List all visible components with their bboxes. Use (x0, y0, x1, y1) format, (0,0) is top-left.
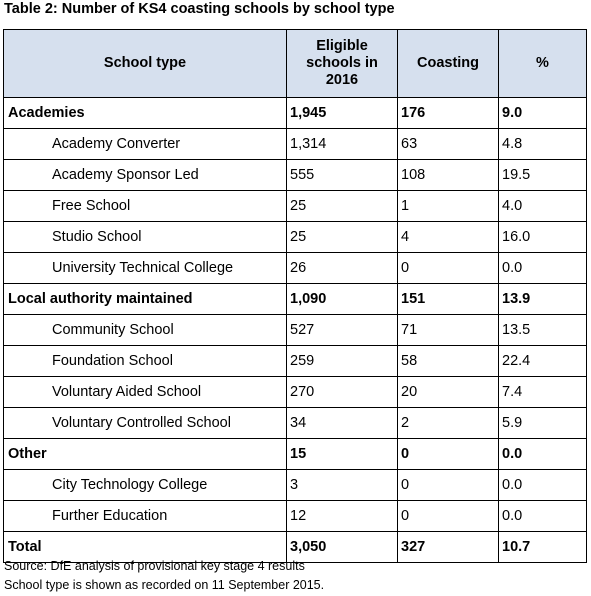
eligible-schools-cell: 259 (287, 346, 398, 377)
coasting-cell: 71 (398, 315, 499, 346)
percent-cell: 13.9 (499, 284, 587, 315)
table-row (4, 315, 587, 346)
table-row (4, 129, 587, 160)
school-type-cell: Further Education (4, 501, 287, 532)
group-row (4, 439, 587, 470)
percent-cell: 4.8 (499, 129, 587, 160)
school-type-footnote: School type is shown as recorded on 11 September 2015. (4, 578, 325, 592)
header-eligible-line-1: Eligible (316, 38, 368, 54)
header-coasting: Coasting (398, 30, 499, 98)
eligible-schools-cell: 3,050 (287, 532, 398, 563)
table-row (4, 191, 587, 222)
coasting-cell: 176 (398, 98, 499, 129)
eligible-schools-cell: 1,945 (287, 98, 398, 129)
eligible-schools-cell: 1,314 (287, 129, 398, 160)
school-type-cell: Voluntary Controlled School (4, 408, 287, 439)
coasting-cell: 108 (398, 160, 499, 191)
school-type-cell: Voluntary Aided School (4, 377, 287, 408)
coasting-cell: 1 (398, 191, 499, 222)
eligible-schools-cell: 25 (287, 222, 398, 253)
table-row (4, 501, 587, 532)
percent-cell: 22.4 (499, 346, 587, 377)
eligible-schools-cell: 3 (287, 470, 398, 501)
percent-cell: 4.0 (499, 191, 587, 222)
table-body (4, 98, 587, 563)
percent-cell: 13.5 (499, 315, 587, 346)
school-type-cell: Community School (4, 315, 287, 346)
table-title: Table 2: Number of KS4 coasting schools by school type (4, 1, 395, 17)
header-eligible-line-3: 2016 (325, 72, 359, 88)
table-row (4, 346, 587, 377)
school-type-cell: Other (4, 439, 287, 470)
percent-cell: 0.0 (499, 470, 587, 501)
coasting-schools-table (3, 29, 587, 563)
header-school-type: School type (4, 30, 287, 98)
eligible-schools-cell: 34 (287, 408, 398, 439)
school-type-cell: Academy Sponsor Led (4, 160, 287, 191)
percent-cell: 9.0 (499, 98, 587, 129)
school-type-cell: Free School (4, 191, 287, 222)
school-type-cell: Foundation School (4, 346, 287, 377)
percent-cell: 0.0 (499, 439, 587, 470)
eligible-schools-cell: 270 (287, 377, 398, 408)
eligible-schools-cell: 527 (287, 315, 398, 346)
school-type-cell: Academy Converter (4, 129, 287, 160)
header-eligible-line-2: schools in (306, 55, 378, 71)
coasting-cell: 0 (398, 253, 499, 284)
eligible-schools-cell: 12 (287, 501, 398, 532)
table-row (4, 253, 587, 284)
header-eligible-schools (287, 30, 398, 98)
percent-cell: 7.4 (499, 377, 587, 408)
table-header (4, 30, 587, 98)
coasting-cell: 0 (398, 470, 499, 501)
school-type-cell: Academies (4, 98, 287, 129)
table-row (4, 470, 587, 501)
coasting-cell: 151 (398, 284, 499, 315)
eligible-schools-cell: 25 (287, 191, 398, 222)
coasting-cell: 2 (398, 408, 499, 439)
eligible-schools-cell: 15 (287, 439, 398, 470)
coasting-cell: 58 (398, 346, 499, 377)
eligible-schools-cell: 555 (287, 160, 398, 191)
table-row (4, 377, 587, 408)
coasting-cell: 0 (398, 439, 499, 470)
coasting-cell: 4 (398, 222, 499, 253)
total-row (4, 532, 587, 563)
group-row (4, 284, 587, 315)
table-row (4, 222, 587, 253)
table-row (4, 408, 587, 439)
coasting-cell: 327 (398, 532, 499, 563)
percent-cell: 19.5 (499, 160, 587, 191)
school-type-cell: Studio School (4, 222, 287, 253)
percent-cell: 10.7 (499, 532, 587, 563)
coasting-cell: 20 (398, 377, 499, 408)
percent-cell: 0.0 (499, 253, 587, 284)
school-type-cell: Local authority maintained (4, 284, 287, 315)
percent-cell: 0.0 (499, 501, 587, 532)
source-footnote: Source: DfE analysis of provisional key stage 4 results (4, 559, 305, 573)
table-row (4, 160, 587, 191)
school-type-cell: Total (4, 532, 287, 563)
school-type-cell: University Technical College (4, 253, 287, 284)
coasting-cell: 63 (398, 129, 499, 160)
group-row (4, 98, 587, 129)
school-type-cell: City Technology College (4, 470, 287, 501)
percent-cell: 5.9 (499, 408, 587, 439)
eligible-schools-cell: 26 (287, 253, 398, 284)
header-row (4, 30, 587, 98)
eligible-schools-cell: 1,090 (287, 284, 398, 315)
coasting-cell: 0 (398, 501, 499, 532)
percent-cell: 16.0 (499, 222, 587, 253)
header-percent: % (499, 30, 587, 98)
